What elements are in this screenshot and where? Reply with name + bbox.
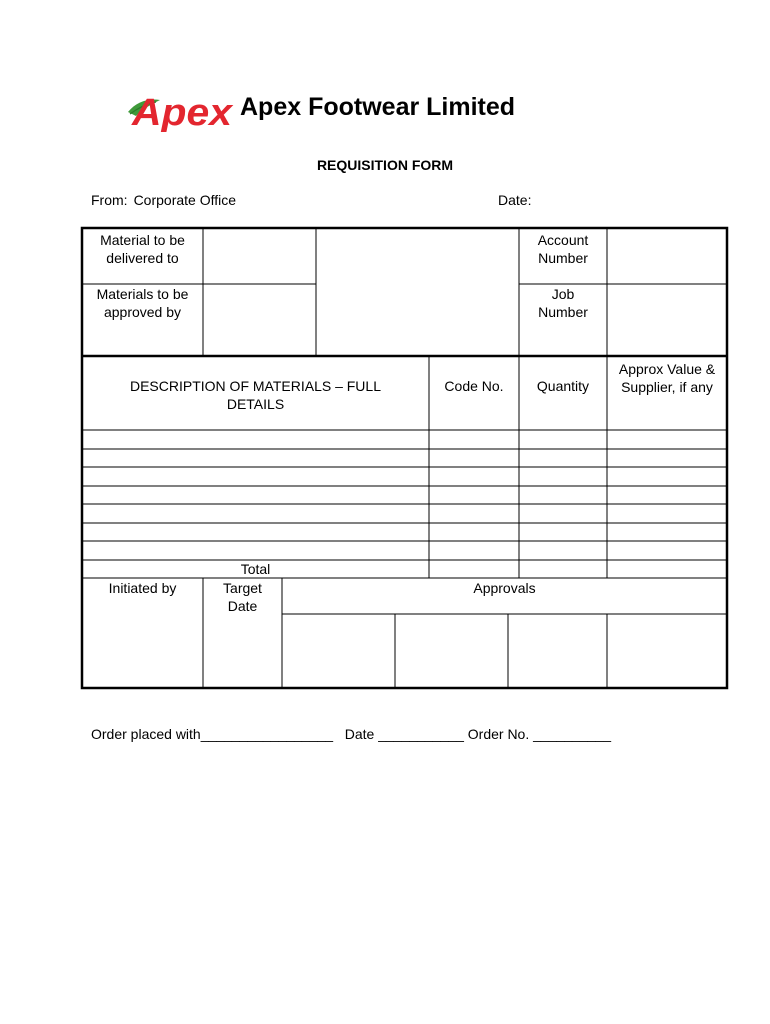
description-header-line2: DETAILS: [226, 396, 285, 412]
approved-by-field[interactable]: [203, 285, 316, 356]
approx-value-header: [607, 360, 727, 396]
code-no-header: Code No.: [444, 378, 504, 394]
description-header: [82, 377, 429, 413]
target-date-line2: Date: [227, 598, 258, 614]
company-name: Apex Footwear Limited: [240, 93, 516, 121]
from-value: Corporate Office: [133, 192, 237, 208]
target-date-label: [203, 579, 282, 615]
approved-by-label: [82, 285, 203, 321]
job-number-label: [519, 285, 607, 321]
form-title: REQUISITION FORM: [316, 157, 454, 173]
order-number: Order No. __________: [467, 726, 611, 742]
description-header-line1: DESCRIPTION OF MATERIALS – FULL: [129, 378, 381, 394]
delivered-to-line1: Material to be: [100, 232, 185, 248]
approx-value-line1: Approx Value &: [618, 361, 716, 377]
approx-value-line2: Supplier, if any: [621, 379, 713, 395]
job-line2: Number: [538, 304, 588, 320]
quantity-header: Quantity: [536, 378, 590, 394]
delivered-to-label: [82, 231, 203, 267]
approved-by-line2: approved by: [103, 304, 182, 320]
date-label: Date:: [498, 192, 532, 208]
initiated-by-label: Initiated by: [108, 580, 177, 596]
from-label: From:: [91, 192, 128, 208]
job-number-field[interactable]: [607, 285, 727, 356]
order-date: Date ___________: [344, 726, 464, 742]
target-date-line1: Target: [223, 580, 262, 596]
approved-by-line1: Materials to be: [96, 286, 189, 302]
account-line1: Account: [537, 232, 589, 248]
account-number-label: [519, 231, 607, 267]
job-line1: Job: [551, 286, 575, 302]
delivered-to-field[interactable]: [203, 229, 316, 284]
order-placed-with: Order placed with_________________: [91, 726, 334, 742]
order-footer: [91, 726, 611, 742]
total-label: Total: [240, 561, 271, 577]
approvals-label: Approvals: [473, 580, 536, 596]
account-line2: Number: [538, 250, 588, 266]
logo-wordmark: Apex: [130, 92, 235, 132]
account-number-field[interactable]: [607, 229, 727, 284]
delivered-to-line2: delivered to: [106, 250, 179, 266]
